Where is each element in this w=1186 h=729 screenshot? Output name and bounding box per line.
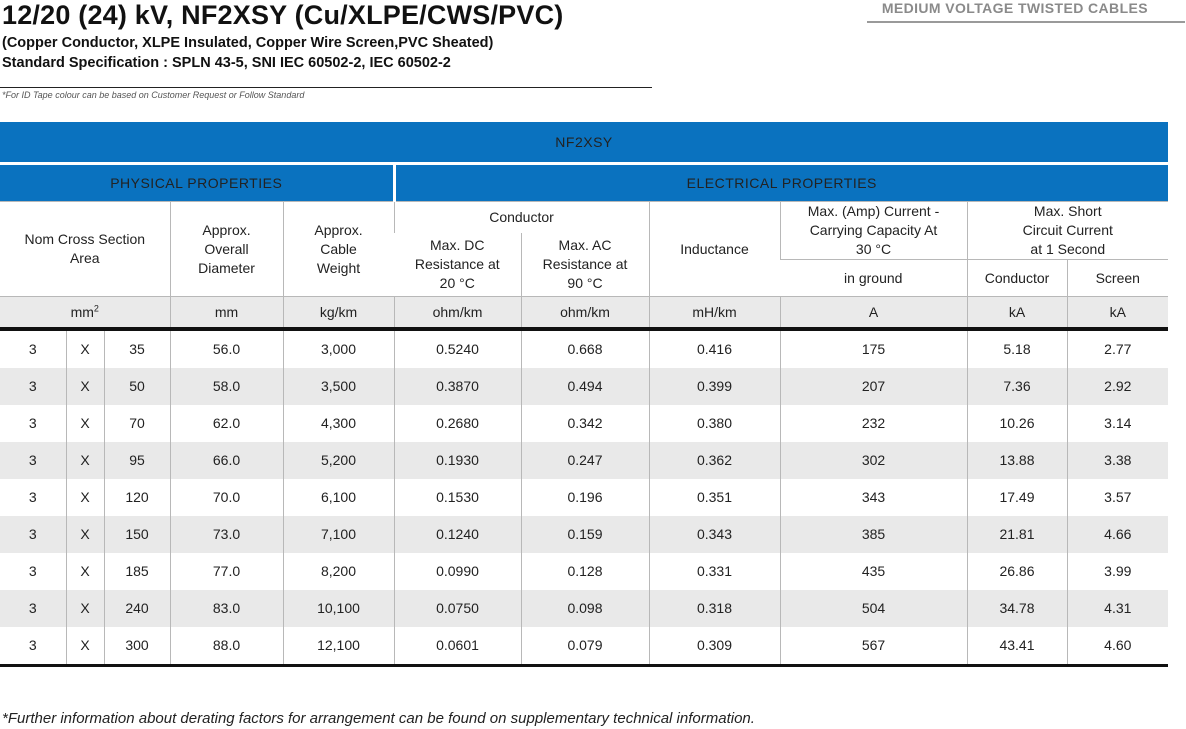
table-row [0,479,1168,516]
unit-area [0,297,170,330]
cell-inductance: 0.380 [649,405,780,442]
cell-area: 50 [104,368,170,405]
subtitle-block [2,33,493,73]
subtitle-standard: Standard Specification : SPLN 43-5, SNI IEC 60502-2, IEC 60502-2 [2,55,451,71]
table-row [0,329,1168,368]
cell-diameter: 56.0 [170,329,283,368]
table-row [0,368,1168,405]
table-row [0,553,1168,590]
col-nom-cross-section-label: Nom Cross Section Area [24,231,146,266]
cell-ac-resistance: 0.494 [521,368,649,405]
col-conductor-group: Conductor [394,202,649,234]
cell-current: 207 [780,368,967,405]
cell-sc-conductor: 43.41 [967,627,1067,666]
cell-multiplier: X [66,590,104,627]
cell-sc-screen: 4.31 [1067,590,1168,627]
cell-cores: 3 [28,415,37,431]
unit-diameter: mm [170,297,283,330]
unit-weight: kg/km [283,297,394,330]
col-dc-resistance [394,233,521,297]
table-row [0,516,1168,553]
unit-sc-screen: kA [1067,297,1168,330]
col-nom-cross-section [0,202,170,297]
cell-cores: 3 [28,563,37,579]
cell-cores: 3 [0,368,66,405]
cell-ac-resistance: 0.159 [521,516,649,553]
cell-inductance: 0.343 [649,516,780,553]
cell-sc-conductor: 17.49 [967,479,1067,516]
unit-ac-resistance: ohm/km [521,297,649,330]
table-row [0,442,1168,479]
cell-cores: 3 [0,627,66,666]
cell-multiplier: X [66,405,104,442]
cell-cores: 3 [28,489,37,505]
cell-ac-resistance: 0.196 [521,479,649,516]
table-row [0,405,1168,442]
cell-ac-resistance: 0.342 [521,405,649,442]
cell-sc-screen: 3.14 [1067,405,1168,442]
cell-sc-screen: 2.77 [1067,329,1168,368]
cell-inductance: 0.318 [649,590,780,627]
cell-sc-conductor: 34.78 [967,590,1067,627]
cell-diameter: 77.0 [170,553,283,590]
cell-multiplier: X [66,368,104,405]
cell-sc-conductor: 7.36 [967,368,1067,405]
cell-weight: 4,300 [283,405,394,442]
cell-dc-resistance: 0.0601 [394,627,521,666]
col-ac-resistance-label: Max. AC Resistance at 90 °C [542,237,628,291]
cell-diameter: 62.0 [170,405,283,442]
cell-diameter: 88.0 [170,627,283,666]
cell-cores: 3 [0,590,66,627]
col-diameter-label: Approx. Overall Diameter [198,221,255,276]
cell-weight: 10,100 [283,590,394,627]
col-dc-resistance-label: Max. DC Resistance at 20 °C [414,237,500,291]
cell-diameter: 66.0 [170,442,283,479]
cell-area: 150 [104,516,170,553]
cell-dc-resistance: 0.5240 [394,329,521,368]
cell-current: 504 [780,590,967,627]
cell-multiplier: X [66,553,104,590]
cell-dc-resistance: 0.0990 [394,553,521,590]
cell-cores: 3 [0,442,66,479]
col-current [780,202,967,260]
col-sc-conductor: Conductor [967,260,1067,297]
cell-weight: 3,000 [283,329,394,368]
cell-diameter: 70.0 [170,479,283,516]
cell-ac-resistance: 0.247 [521,442,649,479]
col-short-circuit [967,202,1168,260]
cell-inductance: 0.309 [649,627,780,666]
cell-inductance: 0.399 [649,368,780,405]
cell-weight: 6,100 [283,479,394,516]
cell-current: 175 [780,329,967,368]
col-weight-label: Approx. Cable Weight [314,221,363,276]
cell-area: 300 [104,627,170,666]
cell-sc-screen: 3.57 [1067,479,1168,516]
cell-current: 435 [780,553,967,590]
cell-current: 343 [780,479,967,516]
cell-sc-conductor: 26.86 [967,553,1067,590]
unit-inductance: mH/km [649,297,780,330]
cell-current: 567 [780,627,967,666]
cable-type-header: NF2XSY [0,122,1168,164]
cell-dc-resistance: 0.0750 [394,590,521,627]
unit-area-exponent: 2 [93,302,99,313]
table-row [0,627,1168,666]
cell-sc-conductor: 21.81 [967,516,1067,553]
cell-inductance: 0.416 [649,329,780,368]
cell-diameter: 83.0 [170,590,283,627]
cell-area: 240 [104,590,170,627]
cell-inductance: 0.331 [649,553,780,590]
cell-area: 120 [104,479,170,516]
cell-dc-resistance: 0.1530 [394,479,521,516]
cell-sc-conductor: 5.18 [967,329,1067,368]
subtitle-description: (Copper Conductor, XLPE Insulated, Copper Wire Screen,PVC Sheated) [2,35,494,51]
cell-diameter: 73.0 [170,516,283,553]
unit-area-text: mm [70,303,94,320]
category-divider [867,21,1185,23]
col-ac-resistance [521,233,649,297]
unit-sc-conductor: kA [967,297,1067,330]
cell-dc-resistance: 0.2680 [394,405,521,442]
cell-ac-resistance: 0.668 [521,329,649,368]
tape-colour-note: *For ID Tape colour can be based on Customer Request or Follow Standard [2,90,305,100]
cell-weight: 8,200 [283,553,394,590]
cell-cores: 3 [28,341,37,357]
cell-sc-screen: 4.60 [1067,627,1168,666]
col-in-ground: in ground [780,260,967,297]
cell-weight: 12,100 [283,627,394,666]
cell-area: 70 [104,405,170,442]
cell-dc-resistance: 0.1240 [394,516,521,553]
cell-current: 232 [780,405,967,442]
cell-ac-resistance: 0.128 [521,553,649,590]
table-row [0,590,1168,627]
electrical-properties-header: ELECTRICAL PROPERTIES [394,164,1168,202]
cell-current: 385 [780,516,967,553]
unit-dc-resistance: ohm/km [394,297,521,330]
cell-area: 95 [104,442,170,479]
cell-multiplier: X [66,329,104,368]
title-divider [0,87,652,88]
category-label: MEDIUM VOLTAGE TWISTED CABLES [881,0,1148,16]
cell-weight: 5,200 [283,442,394,479]
cell-weight: 3,500 [283,368,394,405]
cell-area: 185 [104,553,170,590]
col-sc-screen: Screen [1067,260,1168,297]
cell-inductance: 0.362 [649,442,780,479]
footnote: *Further information about derating factors for arrangement can be found on supplementary technical information. [2,710,755,727]
cell-sc-conductor: 13.88 [967,442,1067,479]
cell-sc-screen: 3.99 [1067,553,1168,590]
spec-table [0,122,1168,667]
physical-properties-header: PHYSICAL PROPERTIES [0,164,394,202]
page-title: 12/20 (24) kV, NF2XSY (Cu/XLPE/CWS/PVC) [2,0,564,30]
cell-sc-conductor: 10.26 [967,405,1067,442]
col-diameter [170,202,283,297]
cell-multiplier: X [66,627,104,666]
col-current-label: Max. (Amp) Current - Carrying Capacity At 30 °C [807,203,940,257]
col-short-circuit-label: Max. Short Circuit Current at 1 Second [1022,203,1113,257]
cell-ac-resistance: 0.098 [521,590,649,627]
cell-dc-resistance: 0.1930 [394,442,521,479]
col-weight [283,202,394,297]
cell-current: 302 [780,442,967,479]
cell-sc-screen: 2.92 [1067,368,1168,405]
cell-multiplier: X [66,516,104,553]
cell-inductance: 0.351 [649,479,780,516]
cell-dc-resistance: 0.3870 [394,368,521,405]
cell-sc-screen: 4.66 [1067,516,1168,553]
cell-multiplier: X [66,442,104,479]
cell-area: 35 [104,329,170,368]
cell-multiplier: X [66,479,104,516]
cell-diameter: 58.0 [170,368,283,405]
col-inductance: Inductance [649,202,780,297]
cell-sc-screen: 3.38 [1067,442,1168,479]
unit-current: A [780,297,967,330]
cell-weight: 7,100 [283,516,394,553]
cell-cores: 3 [0,516,66,553]
spec-table-body [0,329,1168,666]
cell-ac-resistance: 0.079 [521,627,649,666]
